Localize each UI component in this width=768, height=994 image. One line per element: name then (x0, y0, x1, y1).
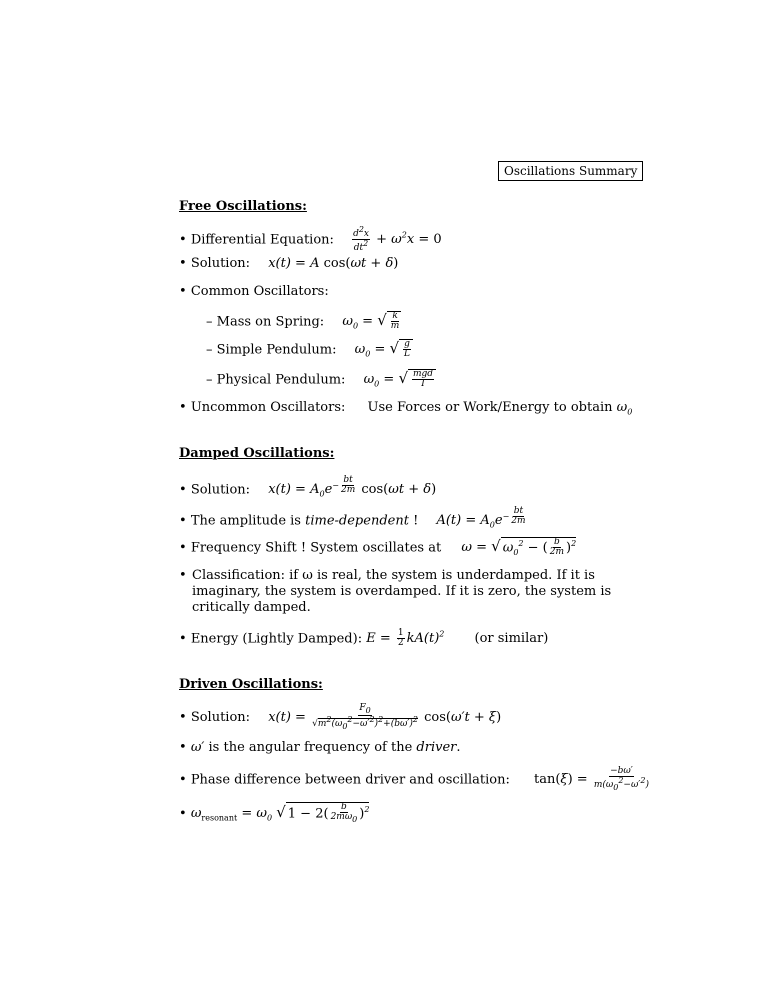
damped-amplitude-text: The amplitude is (190, 513, 301, 529)
driven-resonant-formula: $\omega_{resonant} = \omega_0$ √ 1 − 2( $\frac{b}{2m\omega_0}$ )$^2$ (190, 802, 370, 825)
driven-solution: • Solution: x(t) = $\frac{F_0}{√m^2(\omega_0^2-\omega'^2)^2+(b\omega')^2}$ cos(ω′t + ξ) (179, 703, 502, 731)
free-spring: – Mass on Spring: $\omega_0$ = √ $\frac{k}{m}$ (206, 311, 400, 332)
free-pendulum: – Simple Pendulum: $\omega_0$ = √ $\frac{g}{L}$ (206, 339, 413, 360)
free-diff-eq: • Differential Equation: $\frac{d^2x}{dt^2}$ + $\omega^2x = 0$ (179, 225, 442, 254)
free-physical: – Physical Pendulum: $\omega_0$ = √ $\frac{\text{mgd}}{I}$ (206, 369, 436, 390)
driven-phase: • Phase difference between driver and oscillation: tan(ξ) = $\frac{-b\omega'}{m(\omega_0^2-\omega'^2)}$ (179, 766, 649, 793)
driven-resonant: • $\omega_{resonant} = \omega_0$ √ 1 − 2( $\frac{b}{2m\omega_0}$ )$^2$ (179, 802, 370, 825)
damped-shift-text: Frequency Shift ! System oscillates at (190, 540, 442, 556)
free-spring-formula: $\omega_0$ = √ $\frac{k}{m}$ (342, 311, 400, 332)
free-pendulum-formula: $\omega_0$ = √ $\frac{g}{L}$ (355, 342, 413, 357)
free-uncommon-label: Uncommon Oscillators: (190, 400, 346, 415)
free-uncommon-omega: $\omega_0$ (616, 400, 633, 417)
driven-omega-symbol: ω′ (190, 740, 205, 755)
damped-amplitude-em: time-dependent (305, 513, 409, 529)
page-title: Oscillations Summary (498, 161, 643, 181)
damped-energy-note: (or similar) (474, 631, 549, 647)
free-solution-label: Solution: (190, 256, 251, 271)
driven-omega-text: is the angular frequency of the (208, 740, 413, 755)
damped-energy: • Energy (Lightly Damped): E = $\frac{1}{2}$ $kA(t)^2$ (or similar) (179, 628, 549, 649)
free-physical-label: Physical Pendulum: (216, 372, 346, 388)
damped-classification: • Classification: if ω is real, the system is underdamped. If it is imaginary, the system is overdamped. If it is zero, the system is critically damped. (179, 568, 619, 616)
free-diff-formula: $\frac{d^2x}{dt^2}$ + $\omega^2x = 0$ (353, 225, 442, 254)
damped-heading: Damped Oscillations: (179, 446, 335, 461)
free-heading: Free Oscillations: (179, 199, 307, 214)
free-uncommon-text: Use Forces or Work/Energy to obtain (367, 400, 613, 415)
driven-omega: • ω′ is the angular frequency of the driver. (179, 740, 461, 755)
damped-solution: • Solution: $x(t) = A_0e^{- \frac{bt}{2m}}$ cos(ωt + δ) (179, 475, 437, 499)
free-pendulum-label: Simple Pendulum: (216, 342, 337, 358)
damped-shift-formula: ω = √ $\omega_0^2$ − ( $\frac{b}{2m}$ )$^2$ (461, 537, 577, 558)
damped-energy-formula: E = $\frac{1}{2}$ $kA(t)^2$ (366, 628, 445, 649)
free-spring-label: Mass on Spring: (216, 314, 325, 330)
damped-solution-label: Solution: (190, 482, 251, 498)
damped-energy-label: Energy (Lightly Damped): (190, 631, 363, 647)
damped-classification-text: Classification: if ω is real, the system is underdamped. If it is imaginary, the system is overdamped. If it is zero, the system is critically damped. (192, 568, 612, 615)
damped-solution-formula: $x(t) = A_0e^{- \frac{bt}{2m}}$ cos(ωt + δ) (268, 475, 437, 499)
driven-heading: Driven Oscillations: (179, 677, 323, 692)
free-common-label: Common Oscillators: (190, 284, 329, 299)
free-common: • Common Oscillators: (179, 284, 329, 299)
damped-shift: • Frequency Shift ! System oscillates at ω = √ $\omega_0^2$ − ( $\frac{b}{2m}$ )$^2$ (179, 537, 577, 558)
driven-phase-formula: tan(ξ) = $\frac{-b\omega'}{m(\omega_0^2-\omega'^2)}$ (534, 766, 649, 793)
driven-solution-formula: x(t) = $\frac{F_0}{√m^2(\omega_0^2-\omega'^2)^2+(b\omega')^2}$ cos(ω′t + ξ) (268, 703, 502, 731)
damped-amplitude-formula: $A(t) = A_0e^{- \frac{bt}{2m}}$ (436, 506, 526, 530)
driven-phase-label: Phase difference between driver and oscillation: (190, 772, 510, 788)
free-solution: • Solution: x(t) = A cos(ωt + δ) (179, 256, 399, 271)
free-diff-label: Differential Equation: (190, 232, 334, 248)
driven-solution-label: Solution: (190, 710, 251, 726)
damped-amplitude: • The amplitude is time-dependent ! $A(t) = A_0e^{- \frac{bt}{2m}}$ (179, 506, 526, 530)
free-uncommon: • Uncommon Oscillators: Use Forces or Work/Energy to obtain $\omega_0$ (179, 400, 633, 417)
free-solution-formula: x(t) = A cos(ωt + δ) (268, 256, 399, 271)
free-physical-formula: $\omega_0$ = √ $\frac{\text{mgd}}{I}$ (364, 372, 437, 387)
driven-omega-em: driver (416, 740, 457, 755)
